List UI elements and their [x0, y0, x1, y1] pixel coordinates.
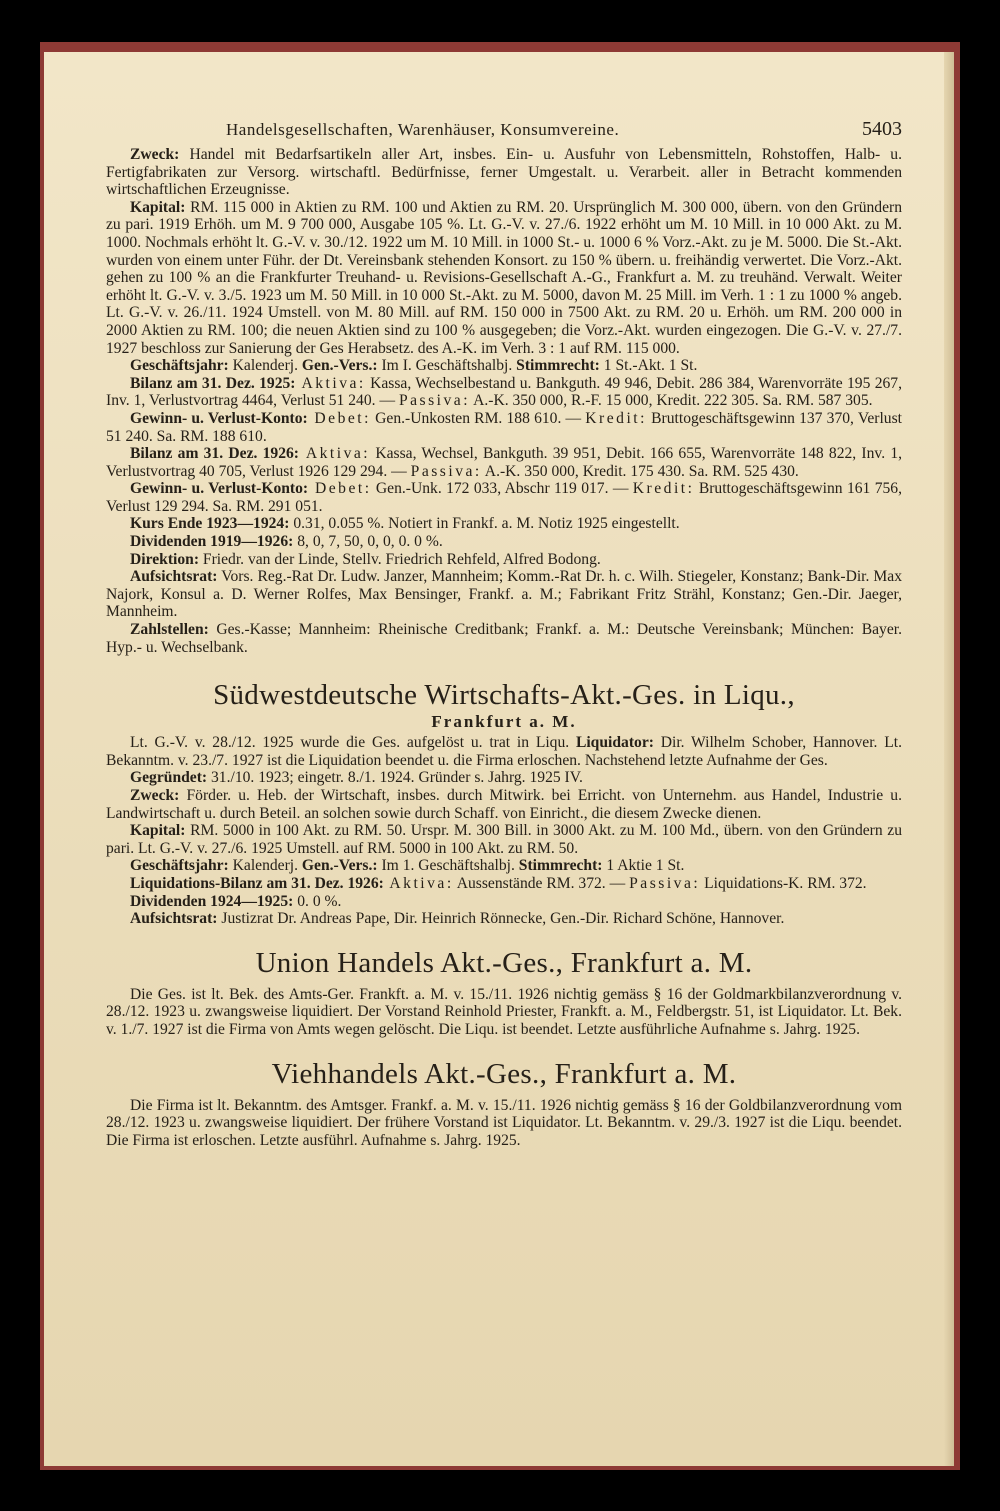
company-title: Viehhandels Akt.-Ges., Frankfurt a. M.: [271, 1057, 737, 1090]
book-page: [44, 52, 954, 1466]
guv-1926-paragraph: Gewinn- u. Verlust-Konto: Debet: Gen.-Unk. 172 033, Abschr 119 017. — Kredit: Bruttogeschäftsgewinn 161 756, Verlust 129 294. Sa. RM. 291 051.: [106, 480, 903, 515]
entry-text: Die Firma ist lt. Bekanntm. des Amtsger. Frankf. a. M. v. 15./11. 1926 nichtig gemäss § 16 der Goldbilanzverordnung vom 28./12. 1923 u. zwangsweise liquidiert. Der frühere Vorstand ist Liquidator. Lt. Bekanntm. v. 29./3. 1927 ist die Liqu. beendet. Die Firma ist erloschen. Letzte ausführl. Aufnahme s. Jahrg. 1925.: [106, 1096, 902, 1149]
aufsichtsrat-paragraph: Aufsichtsrat: Vors. Reg.-Rat Dr. Ludw. Janzer, Mannheim; Komm.-Rat Dr. h. c. Wilh. Stiegeler, Konstanz; Bank-Dir. Max Najork, Konsul a. D. Werner Rolfes, Max Bensinger, Frankf. a. M.; Fabrikant Fritz Strähl, Konstanz; Gen.-Dir. Jaeger, Mannheim.: [106, 568, 902, 621]
gegruendet-paragraph: Gegründet: 31./10. 1923; eingetr. 8./1. 1924. Gründer s. Jahrg. 1925 IV.: [130, 769, 583, 787]
company-title: Union Handels Akt.-Ges., Frankfurt a. M.: [255, 946, 753, 979]
company-location: Frankfurt a. M.: [431, 712, 577, 732]
aufsichtsrat-paragraph: Aufsichtsrat: Justizrat Dr. Andreas Pape, Dir. Heinrich Rönnecke, Gen.-Dir. Richard Schöne, Hannover.: [130, 910, 785, 928]
geschaeftsjahr-paragraph: Geschäftsjahr: Kalenderj. Gen.-Vers.: Im 1. Geschäftshalbj. Stimmrecht: 1 Aktie 1 St.: [130, 857, 685, 875]
kurs-paragraph: Kurs Ende 1923—1924: 0.31, 0.055 %. Notiert in Frankf. a. M. Notiz 1925 eingestellt.: [130, 515, 680, 533]
page-number: 5403: [862, 118, 902, 140]
zweck-paragraph: Zweck: Förder. u. Heb. der Wirtschaft, insbes. durch Mitwirk. bei Erricht. von Unternehm. aus Handel, Industrie u. Landwirtschaft u. durch Beteil. an solchen sowie durch Schaff. von Einricht., die diesem Zwecke dienen.: [106, 787, 902, 822]
entry-text: Die Ges. ist lt. Bek. des Amts-Ger. Frankft. a. M. v. 15./11. 1926 nichtig gemäss § 16 der Goldmarkbilanzverordnung v. 28./12. 1923 u. zwangsweise liquidiert. Der Vorstand Reinhold Priester, Frankft. a. M., Feldbergstr. 51, ist Liquidator. Lt. Bek. v. 1./7. 1927 ist die Firma von Amts wegen gelöscht. Die Liqu. ist beendet. Letzte ausführliche Aufnahme s. Jahrg. 1925.: [106, 985, 902, 1038]
zweck-paragraph: Zweck: Handel mit Bedarfsartikeln aller Art, insbes. Ein- u. Ausfuhr von Lebensmitteln, Rohstoffen, Halb- u. Fertigfabrikaten zur Versorg. wirtschaftl. Bedürfnisse, ferner Umgestalt. u. Verarbeit. aller in Betracht kommenden wirtschaftlichen Erzeugnisse.: [106, 146, 902, 199]
guv-1925-paragraph: Gewinn- u. Verlust-Konto: Debet: Gen.-Unkosten RM. 188 610. — Kredit: Bruttogeschäftsgewinn 137 370, Verlust 51 240. Sa. RM. 188 610.: [106, 409, 903, 445]
entry-continued: [106, 146, 902, 656]
liquidations-bilanz-paragraph: Liquidations-Bilanz am 31. Dez. 1926: Aktiva: Aussenstände RM. 372. — Passiva: Liquidations-K. RM. 372.: [130, 874, 867, 892]
running-header: [106, 118, 902, 146]
direktion-paragraph: Direktion: Friedr. van der Linde, Stellv. Friedrich Rehfeld, Alfred Bodong.: [130, 550, 601, 568]
entry-suedwestdeutsche: [106, 678, 902, 928]
bilanz-1926-paragraph: Bilanz am 31. Dez. 1926: Aktiva: Kassa, Wechsel, Bankguth. 39 951, Debit. 166 655, Warenvorräte 148 822, Inv. 1, Verlustvortrag 40 705, Verlust 1926 129 294. — Passiva: A.-K. 350 000, Kredit. 175 430. Sa. RM. 525 430.: [106, 445, 903, 480]
kapital-paragraph: Kapital: RM. 5000 in 100 Akt. zu RM. 50. Urspr. M. 300 Bill. in 3000 Akt. zu M. 100 Md., übern. von den Gründern zu pari. Lt. G.-V. v. 27./6. 1925 Umstell. auf RM. 5000 in 100 Akt. zu RM. 50.: [106, 822, 902, 857]
company-title: Südwestdeutsche Wirtschafts-Akt.-Ges. in Liqu.,: [213, 679, 795, 712]
entry-viehhandels: [106, 1057, 902, 1150]
entry-union-handels: [106, 946, 902, 1039]
bilanz-1925-paragraph: Bilanz am 31. Dez. 1925: Aktiva: Kassa, Wechselbestand u. Bankguth. 49 946, Debit. 286 384, Warenvorräte 195 267, Inv. 1, Verlustvortrag 4464, Verlust 51 240. — Passiva: A.-K. 350 000, R.-F. 15 000, Kredit. 222 305. Sa. RM. 587 305.: [106, 374, 902, 410]
geschaeftsjahr-paragraph: Geschäftsjahr: Kalenderj. Gen.-Vers.: Im I. Geschäftshalbj. Stimmrecht: 1 St.-Akt. 1 St.: [130, 357, 698, 375]
dividenden-paragraph: Dividenden 1924—1925: 0. 0 %.: [130, 892, 342, 910]
intro-paragraph: Lt. G.-V. v. 28./12. 1925 wurde die Ges. aufgelöst u. trat in Liqu. Liquidator: Dir. Wilhelm Schober, Hannover. Lt. Bekanntm. v. 23./7. 1927 ist die Liquidation beendet u. die Firma erloschen. Nachstehend letzte Aufnahme der Ges.: [106, 734, 903, 769]
kapital-paragraph: Kapital: RM. 115 000 in Aktien zu RM. 100 und Aktien zu RM. 20. Ursprünglich M. 300 000, übern. von den Gründern zu pari. 1919 Erhöh. um M. 9 700 000, Ausgabe 105 %. Lt. G.-V. v. 27./6. 1922 erhöht um M. 10 Mill. in 10 000 Akt. zu M. 1000. Nochmals erhöht lt. G.-V. v. 30./12. 1922 um M. 10 Mill. in 1000 St.- u. 1000 6 % Vorz.-Akt. zu je M. 5000. Die St.-Akt. wurden von einem unter Führ. der Dt. Vereinsbank stehenden Konsort. zu 150 % übern. u. freihändig verwertet. Die Vorz.-Akt. gehen zu 100 % an die Frankfurter Treuhand- u. Revisions-Gesellschaft A.-G., Frankfurt a. M. zu treuhänd. Verwalt. Weiter erhöht lt. G.-V. v. 3./5. 1923 um M. 50 Mill. in 10 000 St.-Akt. zu M. 5000, davon M. 25 Mill. im Verh. 1 : 1 zu 1000 % angeb. Lt. G.-V. v. 26./11. 1924 Umstell. von M. 80 Mill. auf RM. 150 000 in 7500 Akt. zu RM. 20 u. Erhöh. um RM. 200 000 in 2000 Aktien zu RM. 100; die neuen Aktien sind zu 100 % ausgegeben; die Vorz.-Akt. wurden eingezogen. Die G.-V. v. 27./7. 1927 beschloss zur Sanierung der Ges Herabsetz. des A.-K. im Verh. 3 : 1 auf RM. 115 000.: [106, 198, 902, 357]
page-gutter: [944, 52, 954, 1466]
running-title: Handelsgesellschaften, Warenhäuser, Konsumvereine.: [226, 120, 620, 139]
page-content: [106, 118, 902, 1149]
dividenden-paragraph: Dividenden 1919—1926: 8, 0, 7, 50, 0, 0, 0. 0 %.: [130, 533, 443, 551]
zahlstellen-paragraph: Zahlstellen: Ges.-Kasse; Mannheim: Rheinische Creditbank; Frankf. a. M.: Deutsche Vereinsbank; München: Bayer. Hyp.- u. Wechselbank.: [106, 621, 902, 656]
